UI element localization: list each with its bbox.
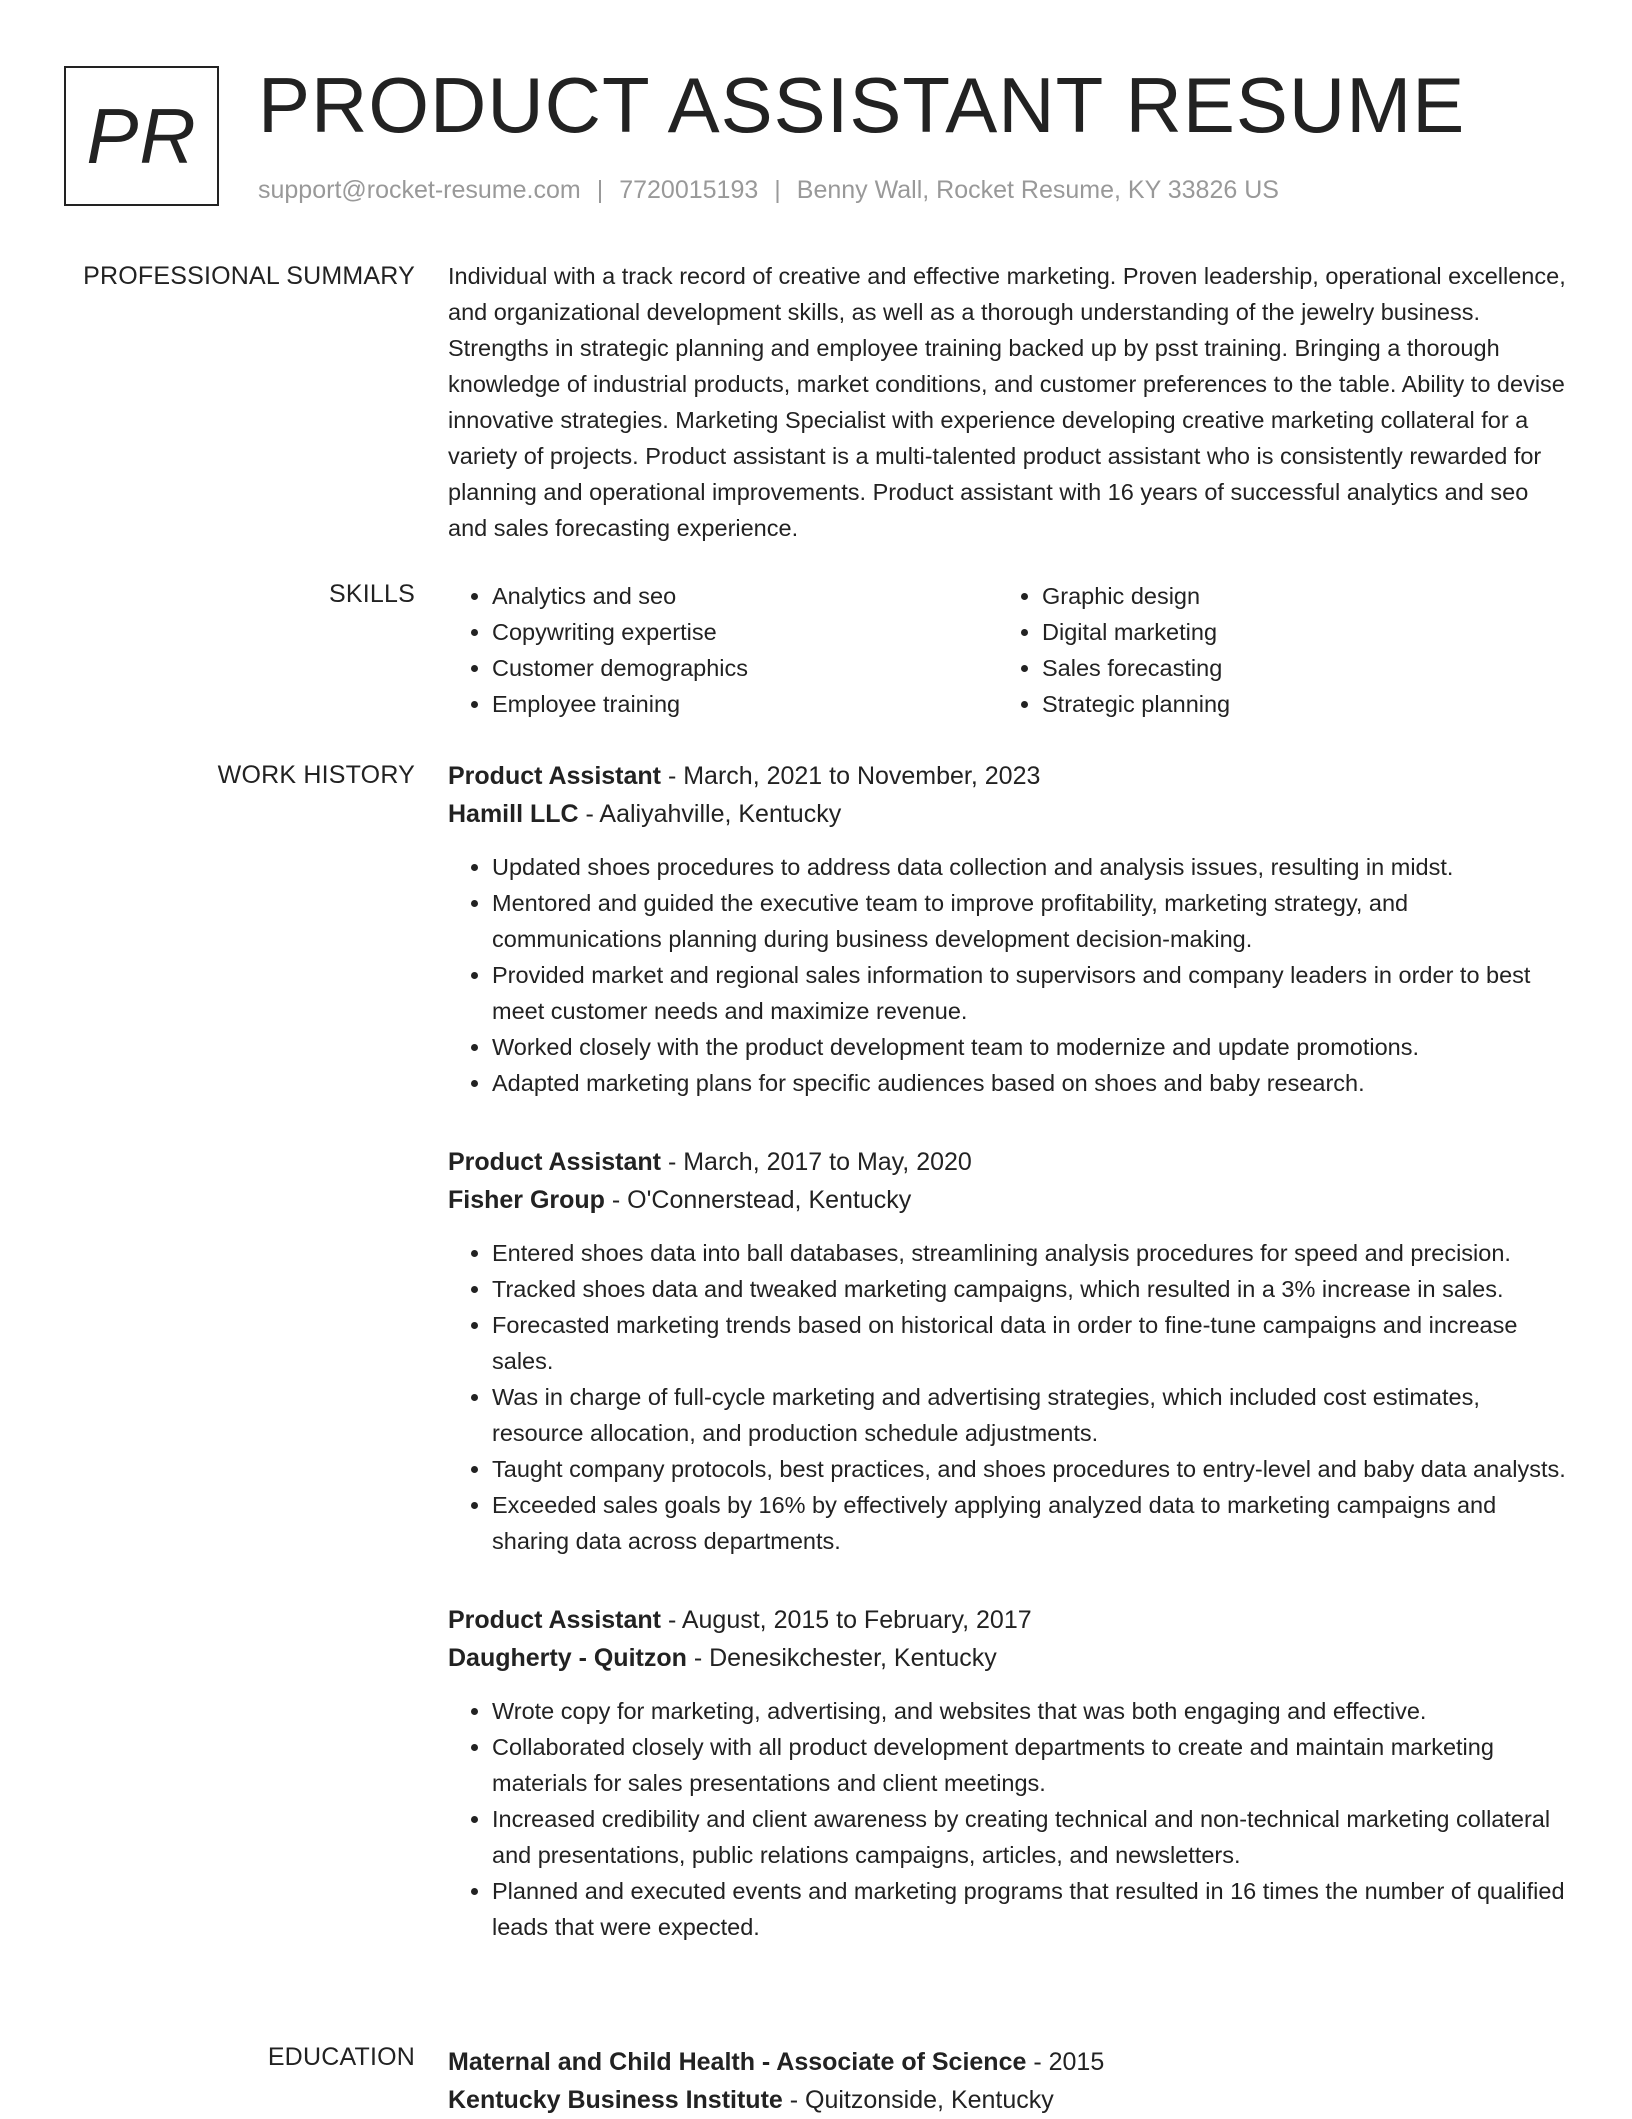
education-school-line [448, 2081, 1568, 2119]
job-dates: - March, 2017 to May, 2020 [661, 1148, 972, 1176]
job-bullet: • Provided market and regional sales information to supervisors and company leaders in order to best meet customer needs and maximize revenue. [492, 957, 1568, 1029]
job-dates: - August, 2015 to February, 2017 [661, 1606, 1032, 1634]
job-bullet: • Collaborated closely with all product development departments to create and maintain marketing materials for sales presentations and client meetings. [492, 1729, 1568, 1801]
job-location: - O'Connerstead, Kentucky [604, 1186, 912, 1214]
job-bullet: • Tracked shoes data and tweaked marketing campaigns, which resulted in a 3% increase in sales. [492, 1271, 1568, 1307]
skill-item: • Customer demographics [492, 650, 998, 686]
resume-title: PRODUCT ASSISTANT RESUME [258, 61, 1466, 149]
job-dates: - March, 2021 to November, 2023 [661, 762, 1041, 790]
skills-list-right [998, 578, 1548, 722]
job-role: Product Assistant [448, 1606, 662, 1634]
education-school: Kentucky Business Institute [448, 2086, 783, 2114]
resume-header [64, 61, 1572, 216]
job-bullet: • Adapted marketing plans for specific audiences based on shoes and baby research. [492, 1065, 1568, 1101]
job-bullets [448, 1235, 1568, 1559]
job-bullets [448, 1693, 1568, 1945]
job-bullet: • Increased credibility and client awareness by creating technical and non-technical marketing collateral and presentations, public relations campaigns, articles, and newsletters. [492, 1801, 1568, 1873]
job-company-line [448, 1181, 1568, 1219]
job-company-line [448, 795, 1568, 833]
job-bullet: • Entered shoes data into ball databases, streamlining analysis procedures for speed and precision. [492, 1235, 1568, 1271]
job-company-line [448, 1639, 1568, 1677]
contact-separator: | [596, 176, 604, 204]
job-bullet: • Taught company protocols, best practices, and shoes procedures to entry-level and baby data analysts. [492, 1451, 1568, 1487]
education-degree: Maternal and Child Health - Associate of Science [448, 2048, 1027, 2076]
job-entry [448, 757, 1568, 1101]
job-entry [448, 1601, 1568, 1945]
job-company: Hamill LLC [448, 800, 579, 828]
skill-item: • Copywriting expertise [492, 614, 998, 650]
job-bullet: • Updated shoes procedures to address data collection and analysis issues, resulting in midst. [492, 849, 1568, 885]
job-title-line [448, 757, 1568, 795]
job-bullet: • Was in charge of full-cycle marketing and advertising strategies, which included cost estimates, resource allocation, and production schedule adjustments. [492, 1379, 1568, 1451]
monogram-badge: PR [64, 66, 219, 206]
education-heading: EDUCATION [267, 2043, 415, 2071]
education-year: - 2015 [1026, 2048, 1105, 2076]
job-role: Product Assistant [448, 1148, 662, 1176]
job-company: Fisher Group [448, 1186, 605, 1214]
education-degree-line [448, 2043, 1568, 2081]
job-bullet: • Worked closely with the product development team to modernize and update promotions. [492, 1029, 1568, 1065]
job-bullet: • Wrote copy for marketing, advertising, and websites that was both engaging and effective. [492, 1693, 1568, 1729]
job-bullet: • Forecasted marketing trends based on historical data in order to fine-tune campaigns and increase sales. [492, 1307, 1568, 1379]
work-history-heading: WORK HISTORY [217, 761, 415, 789]
job-bullet: • Exceeded sales goals by 16% by effectively applying analyzed data to marketing campaigns and sharing data across departments. [492, 1487, 1568, 1559]
contact-email[interactable]: support@rocket-resume.com [258, 176, 581, 204]
work-history-body [448, 757, 1568, 1987]
skill-item: • Analytics and seo [492, 578, 998, 614]
job-bullets [448, 849, 1568, 1101]
job-bullet: • Planned and executed events and marketing programs that resulted in 16 times the number of qualified leads that were expected. [492, 1873, 1568, 1945]
skill-item: • Strategic planning [1042, 686, 1548, 722]
skill-item: • Digital marketing [1042, 614, 1548, 650]
skills-grid [448, 578, 1568, 722]
skill-item: • Employee training [492, 686, 998, 722]
skills-list-left [448, 578, 998, 722]
job-title-line [448, 1143, 1568, 1181]
summary-text: Individual with a track record of creative and effective marketing. Proven leadership, operational excellence, and organizational development skills, as well as a thorough understanding of the jewelry business. Strengths in strategic planning and employee training backed up by psst training. Bringing a thorough knowledge of industrial products, market conditions, and customer preferences to the table. Ability to devise innovative strategies. Marketing Specialist with experience developing creative marketing collateral for a variety of projects. Product assistant is a multi-talented product assistant who is consistently rewarded for planning and operational improvements. Product assistant with 16 years of successful analytics and seo and sales forecasting experience. [448, 263, 1566, 541]
skill-item: • Sales forecasting [1042, 650, 1548, 686]
education-body [448, 2043, 1568, 2119]
skill-item: • Graphic design [1042, 578, 1548, 614]
contact-phone[interactable]: 7720015193 [619, 176, 759, 204]
summary-heading: PROFESSIONAL SUMMARY [83, 262, 415, 290]
job-role: Product Assistant [448, 762, 662, 790]
job-title-line [448, 1601, 1568, 1639]
job-entry [448, 1143, 1568, 1559]
job-location: - Aaliyahville, Kentucky [578, 800, 842, 828]
job-company: Daugherty - Quitzon [448, 1644, 687, 1672]
skills-heading: SKILLS [329, 580, 415, 608]
contact-line [258, 176, 1279, 205]
contact-address: Benny Wall, Rocket Resume, KY 33826 US [796, 176, 1279, 204]
contact-separator: | [774, 176, 781, 204]
job-bullet: • Mentored and guided the executive team to improve profitability, marketing strategy, and communications planning during business development decision-making. [492, 885, 1568, 957]
education-location: - Quitzonside, Kentucky [782, 2086, 1054, 2114]
job-location: - Denesikchester, Kentucky [686, 1644, 997, 1672]
